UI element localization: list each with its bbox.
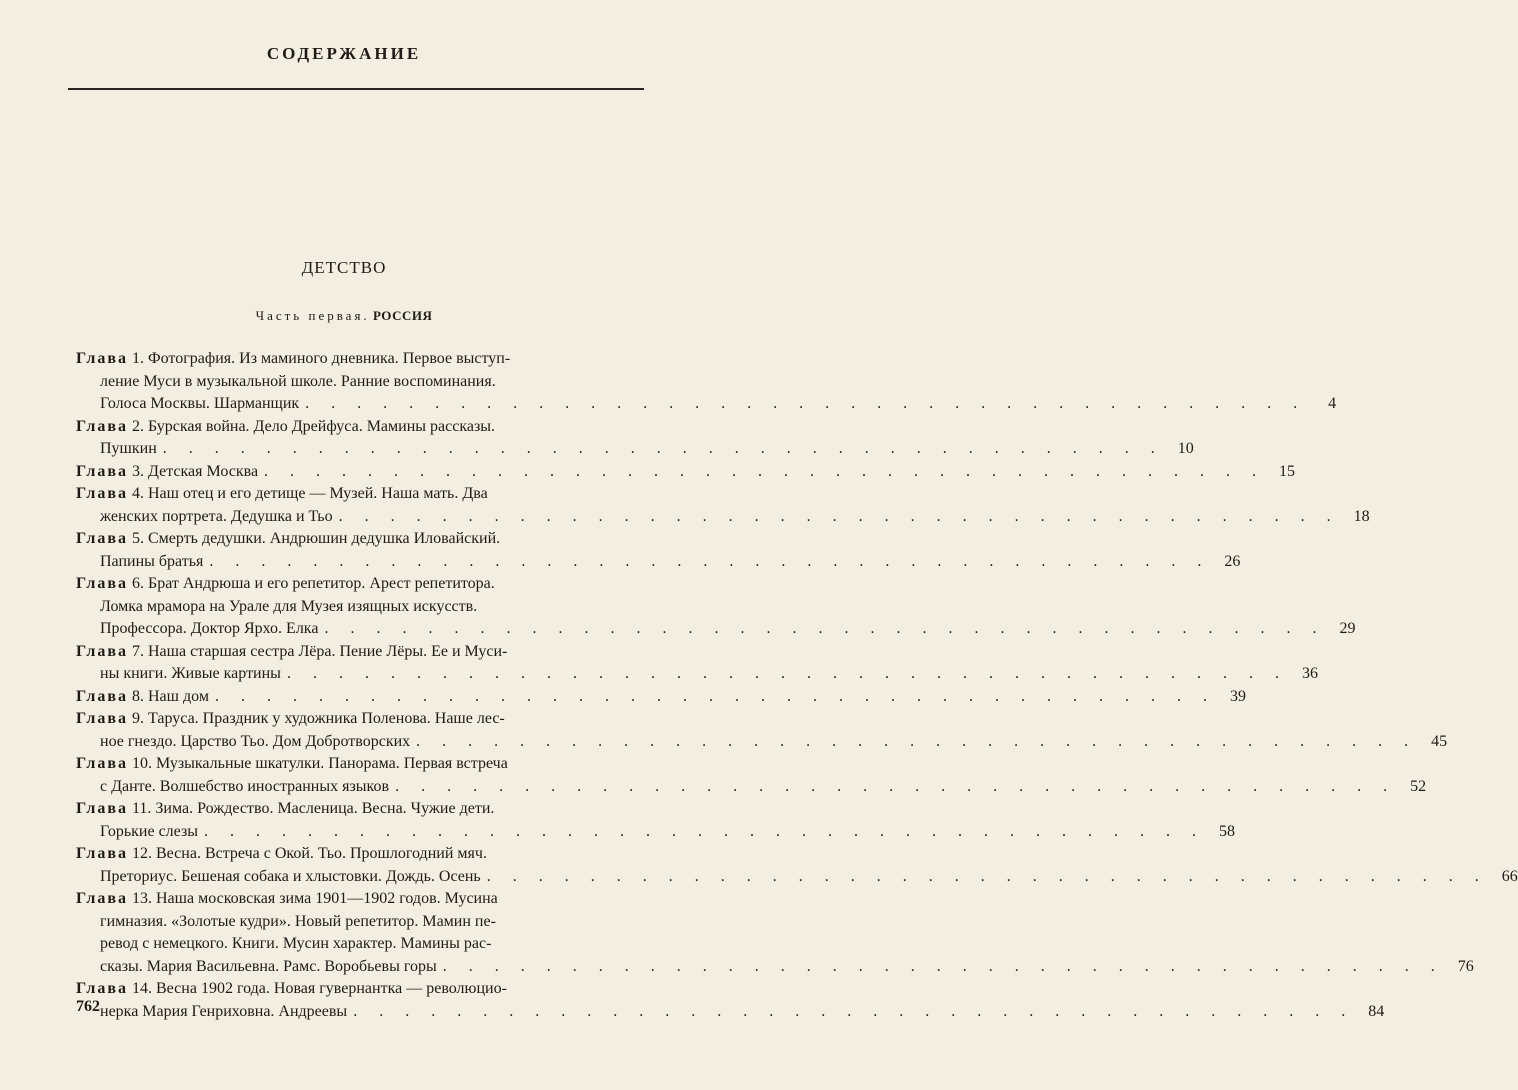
toc-entry-line: [76, 483, 658, 506]
chapter-label: Глава: [76, 980, 128, 997]
toc-list: [76, 348, 1518, 1023]
toc-entry-text-wrap: [76, 528, 500, 551]
dot-leader: . . . . . . . . . . . . . . . . . . . . . . . . . . . . . . . . . . . . . . .: [264, 462, 1266, 480]
toc-page-number: 26: [1224, 552, 1241, 570]
part-title: [0, 308, 688, 324]
toc-entry-line: [76, 776, 1427, 799]
chapter-number: 12.: [132, 845, 152, 862]
toc-entry: [76, 708, 1448, 753]
dot-leader: . . . . . . . . . . . . . . . . . . . . . . . . . . . . . . . . . . . . . . .: [209, 552, 1211, 570]
toc-entry-text-last: [100, 956, 437, 979]
toc-entry-text-wrap: [100, 371, 496, 394]
toc-entry-line: [76, 641, 658, 664]
toc-entry-line: [76, 663, 1318, 686]
chapter-number: 2.: [132, 417, 144, 435]
toc-entry: [76, 528, 1241, 573]
chapter-number: 14.: [132, 980, 152, 997]
toc-entry-text-last: [76, 461, 258, 484]
toc-entry-text: Пушкин: [100, 440, 157, 457]
toc-page-number: 58: [1219, 822, 1236, 840]
toc-entry-line: [76, 551, 1241, 574]
toc-entry-text-wrap: [100, 933, 491, 956]
toc-entry-text-last: [100, 731, 410, 754]
toc-entry-text: ное гнездо. Царство Тьо. Дом Добротворских: [100, 732, 411, 750]
toc-entry-text-last: [100, 618, 318, 641]
part-name: РОССИЯ: [372, 308, 433, 323]
toc-entry: [76, 978, 1385, 1023]
toc-entry-text: Брат Андрюша и его репетитор. Арест репетитора.: [148, 575, 495, 592]
toc-entry-line: [76, 731, 1448, 754]
toc-entry-line: [76, 438, 1194, 461]
toc-entry-text: сказы. Мария Васильевна. Рамс. Воробьевы горы: [100, 957, 437, 975]
toc-entry-text-last: [100, 776, 389, 799]
chapter-number: 11.: [132, 800, 152, 817]
section-title: ДЕТСТВО: [301, 258, 387, 277]
toc-entry: [76, 573, 1356, 641]
chapter-label: Глава: [76, 575, 128, 592]
toc-entry-line: [76, 371, 658, 394]
toc-entry-line: [76, 866, 1518, 889]
toc-entry-line: [76, 573, 658, 596]
toc-entry-text: Профессора. Доктор Ярхо. Елка: [100, 620, 319, 637]
toc-entry-text: Наша московская зима 1901—1902 годов. Мусина: [156, 890, 498, 907]
toc-page-number: 15: [1279, 462, 1296, 480]
toc-entry-text-wrap: [76, 483, 488, 506]
toc-page-number: 52: [1410, 777, 1427, 795]
toc-entry-line: [76, 461, 1296, 484]
chapter-number: 10.: [132, 755, 152, 772]
toc-entry-line: [76, 416, 658, 439]
chapter-number: 1.: [132, 350, 144, 367]
chapter-label: Глава: [76, 710, 128, 727]
toc-entry-text-last: [100, 551, 203, 574]
dot-leader: . . . . . . . . . . . . . . . . . . . . . . . . . . . . . . . . . . . . . . .: [353, 1002, 1355, 1020]
toc-page-number: 39: [1229, 687, 1246, 705]
chapter-number: 9.: [132, 710, 144, 727]
toc-entry: [76, 483, 1370, 528]
dot-leader: . . . . . . . . . . . . . . . . . . . . . . . . . . . . . . . . . . . . . . .: [416, 732, 1418, 750]
chapter-label: Глава: [76, 417, 128, 435]
dot-leader: . . . . . . . . . . . . . . . . . . . . . . . . . . . . . . . . . . . . . . .: [305, 395, 1307, 412]
header-rule: [68, 88, 644, 90]
toc-entry-text-last: [100, 1001, 347, 1024]
toc-page-number: 18: [1353, 507, 1370, 525]
toc-entry-line: [76, 708, 658, 731]
toc-entry-text-last: [100, 393, 299, 416]
chapter-label: Глава: [76, 530, 128, 547]
toc-entry-text: Фотография. Из маминого дневника. Первое выступ-: [148, 350, 511, 367]
toc-entry-line: [76, 888, 658, 911]
toc-page-number: 4: [1328, 395, 1337, 412]
toc-entry-text: Таруса. Праздник у художника Поленова. Наше лес-: [148, 710, 505, 727]
toc-entry-text: Весна. Встреча с Окой. Тьо. Прошлогодний мяч.: [156, 845, 487, 862]
toc-entry-text: Смерть дедушки. Андрюшин дедушка Иловайский.: [148, 530, 501, 547]
chapter-number: 4.: [132, 485, 144, 502]
toc-entry-text: Детская Москва: [148, 462, 259, 480]
chapter-label: Глава: [76, 800, 128, 817]
toc-entry-text: женских портрета. Дедушка и Тьо: [100, 507, 333, 525]
toc-entry-text: Весна 1902 года. Новая гувернантка — революцио-: [156, 980, 507, 997]
chapter-label: Глава: [76, 687, 128, 705]
toc-entry-line: [76, 911, 658, 934]
toc-entry-text-last: [100, 663, 281, 686]
toc-entry-line: [76, 596, 658, 619]
toc-entry-text: Музыкальные шкатулки. Панорама. Первая встреча: [156, 755, 508, 772]
page-number: 762: [76, 998, 100, 1015]
part-prefix: Часть первая.: [255, 308, 370, 323]
toc-entry: [76, 641, 1318, 686]
toc-entry-text: Зима. Рождество. Масленица. Весна. Чужие дети.: [155, 800, 495, 817]
toc-entry-text: Папины братья: [100, 552, 204, 570]
chapter-label: Глава: [76, 485, 128, 502]
dot-leader: . . . . . . . . . . . . . . . . . . . . . . . . . . . . . . . . . . . . . . .: [214, 687, 1216, 705]
toc-entry-text: Горькие слезы: [100, 822, 199, 840]
toc-entry-line: [76, 618, 1356, 641]
chapter-label: Глава: [76, 755, 128, 772]
chapter-label: Глава: [76, 890, 128, 907]
toc-entry: [76, 416, 1194, 461]
toc-page-number: 66: [1501, 867, 1518, 885]
running-header: СОДЕРЖАНИЕ: [266, 44, 422, 63]
chapter-number: 8.: [132, 687, 144, 705]
toc-entry-line: [76, 528, 658, 551]
chapter-number: 6.: [132, 575, 144, 592]
toc-entry-text: с Данте. Волшебство иностранных языков: [100, 777, 390, 795]
toc-entry-line: [76, 843, 658, 866]
toc-entry-text: Преториус. Бешеная собака и хлыстовки. Дождь. Осень: [100, 867, 481, 885]
toc-entry: [76, 888, 1474, 978]
dot-leader: . . . . . . . . . . . . . . . . . . . . . . . . . . . . . . . . . . . . . . .: [338, 507, 1340, 525]
toc-entry: [76, 843, 1518, 888]
toc-entry-text: Ломка мрамора на Урале для Музея изящных искусств.: [100, 597, 478, 615]
toc-entry-text-last: [100, 821, 198, 844]
toc-page-number: 36: [1301, 665, 1318, 682]
dot-leader: . . . . . . . . . . . . . . . . . . . . . . . . . . . . . . . . . . . . . . .: [442, 957, 1444, 975]
toc-page-number: 29: [1339, 620, 1356, 637]
dot-leader: . . . . . . . . . . . . . . . . . . . . . . . . . . . . . . . . . . . . . . .: [395, 777, 1397, 795]
toc-entry-line: [76, 686, 1246, 709]
toc-entry: [76, 348, 1337, 416]
dot-leader: . . . . . . . . . . . . . . . . . . . . . . . . . . . . . . . . . . . . . . .: [204, 822, 1206, 840]
chapter-number: 13.: [132, 890, 152, 907]
chapter-label: Глава: [76, 462, 128, 480]
chapter-number: 5.: [132, 530, 144, 547]
toc-entry-text-wrap: [76, 843, 487, 866]
toc-entry-line: [76, 956, 1474, 979]
toc-entry-line: [76, 933, 658, 956]
toc-entry-text: Бурская война. Дело Дрейфуса. Мамины рассказы.: [148, 417, 496, 435]
toc-entry-text-wrap: [76, 753, 508, 776]
toc-entry: [76, 798, 1236, 843]
dot-leader: . . . . . . . . . . . . . . . . . . . . . . . . . . . . . . . . . . . . . . .: [324, 620, 1326, 637]
toc-entry-text-wrap: [100, 911, 496, 934]
toc-entry: [76, 686, 1246, 709]
toc-entry-text-last: [100, 438, 157, 461]
toc-entry-text: гимназия. «Золотые кудри». Новый репетитор. Мамин пе-: [100, 912, 496, 930]
toc-entry-text-wrap: [100, 596, 477, 619]
toc-entry-text: Наш дом: [148, 687, 209, 705]
toc-entry-text-wrap: [76, 888, 498, 911]
toc-entry-text-wrap: [76, 641, 507, 664]
toc-entry-line: [76, 821, 1236, 844]
chapter-label: Глава: [76, 845, 128, 862]
toc-entry-text: ревод с немецкого. Книги. Мусин характер. Мамины рас-: [100, 935, 492, 952]
toc-entry-text-last: [100, 866, 481, 889]
toc-entry: [76, 461, 1296, 484]
toc-entry-text-wrap: [76, 348, 510, 371]
chapter-number: 7.: [132, 642, 144, 660]
dot-leader: . . . . . . . . . . . . . . . . . . . . . . . . . . . . . . . . . . . . . . .: [486, 867, 1488, 885]
toc-entry-line: [76, 1001, 1385, 1024]
toc-entry-text: нерка Мария Генриховна. Андреевы: [100, 1002, 348, 1020]
toc-entry-line: [76, 978, 658, 1001]
toc-entry-line: [76, 348, 658, 371]
toc-entry-line: [76, 506, 1370, 529]
dot-leader: . . . . . . . . . . . . . . . . . . . . . . . . . . . . . . . . . . . . . . .: [162, 440, 1164, 457]
dot-leader: . . . . . . . . . . . . . . . . . . . . . . . . . . . . . . . . . . . . . . .: [286, 665, 1288, 682]
toc-entry-text: Наша старшая сестра Лёра. Пение Лёры. Ее и Муси-: [148, 642, 508, 660]
chapter-number: 3.: [132, 462, 144, 480]
toc-entry-line: [76, 753, 658, 776]
toc-page-number: 76: [1457, 957, 1474, 975]
toc-entry-text-wrap: [76, 573, 495, 596]
toc-entry-text: Наш отец и его детище — Музей. Наша мать. Два: [148, 485, 488, 502]
toc-entry: [76, 753, 1427, 798]
toc-entry-text-wrap: [76, 708, 505, 731]
toc-entry-text: Голоса Москвы. Шарманщик: [100, 395, 300, 412]
toc-entry-text-last: [100, 506, 333, 529]
toc-entry-text-wrap: [76, 978, 507, 1001]
toc-entry-text-wrap: [76, 798, 494, 821]
toc-entry-text: ны книги. Живые картины: [100, 665, 281, 682]
toc-entry-text: ление Муси в музыкальной школе. Ранние воспоминания.: [100, 372, 496, 390]
toc-page-number: 84: [1368, 1002, 1385, 1020]
chapter-label: Глава: [76, 350, 128, 367]
toc-entry-line: [76, 798, 658, 821]
toc-page-number: 45: [1431, 732, 1448, 750]
chapter-label: Глава: [76, 642, 128, 660]
toc-page-number: 10: [1177, 440, 1194, 457]
toc-entry-text-wrap: [76, 416, 495, 439]
toc-entry-line: [76, 393, 1337, 416]
toc-entry-text-last: [76, 686, 209, 709]
